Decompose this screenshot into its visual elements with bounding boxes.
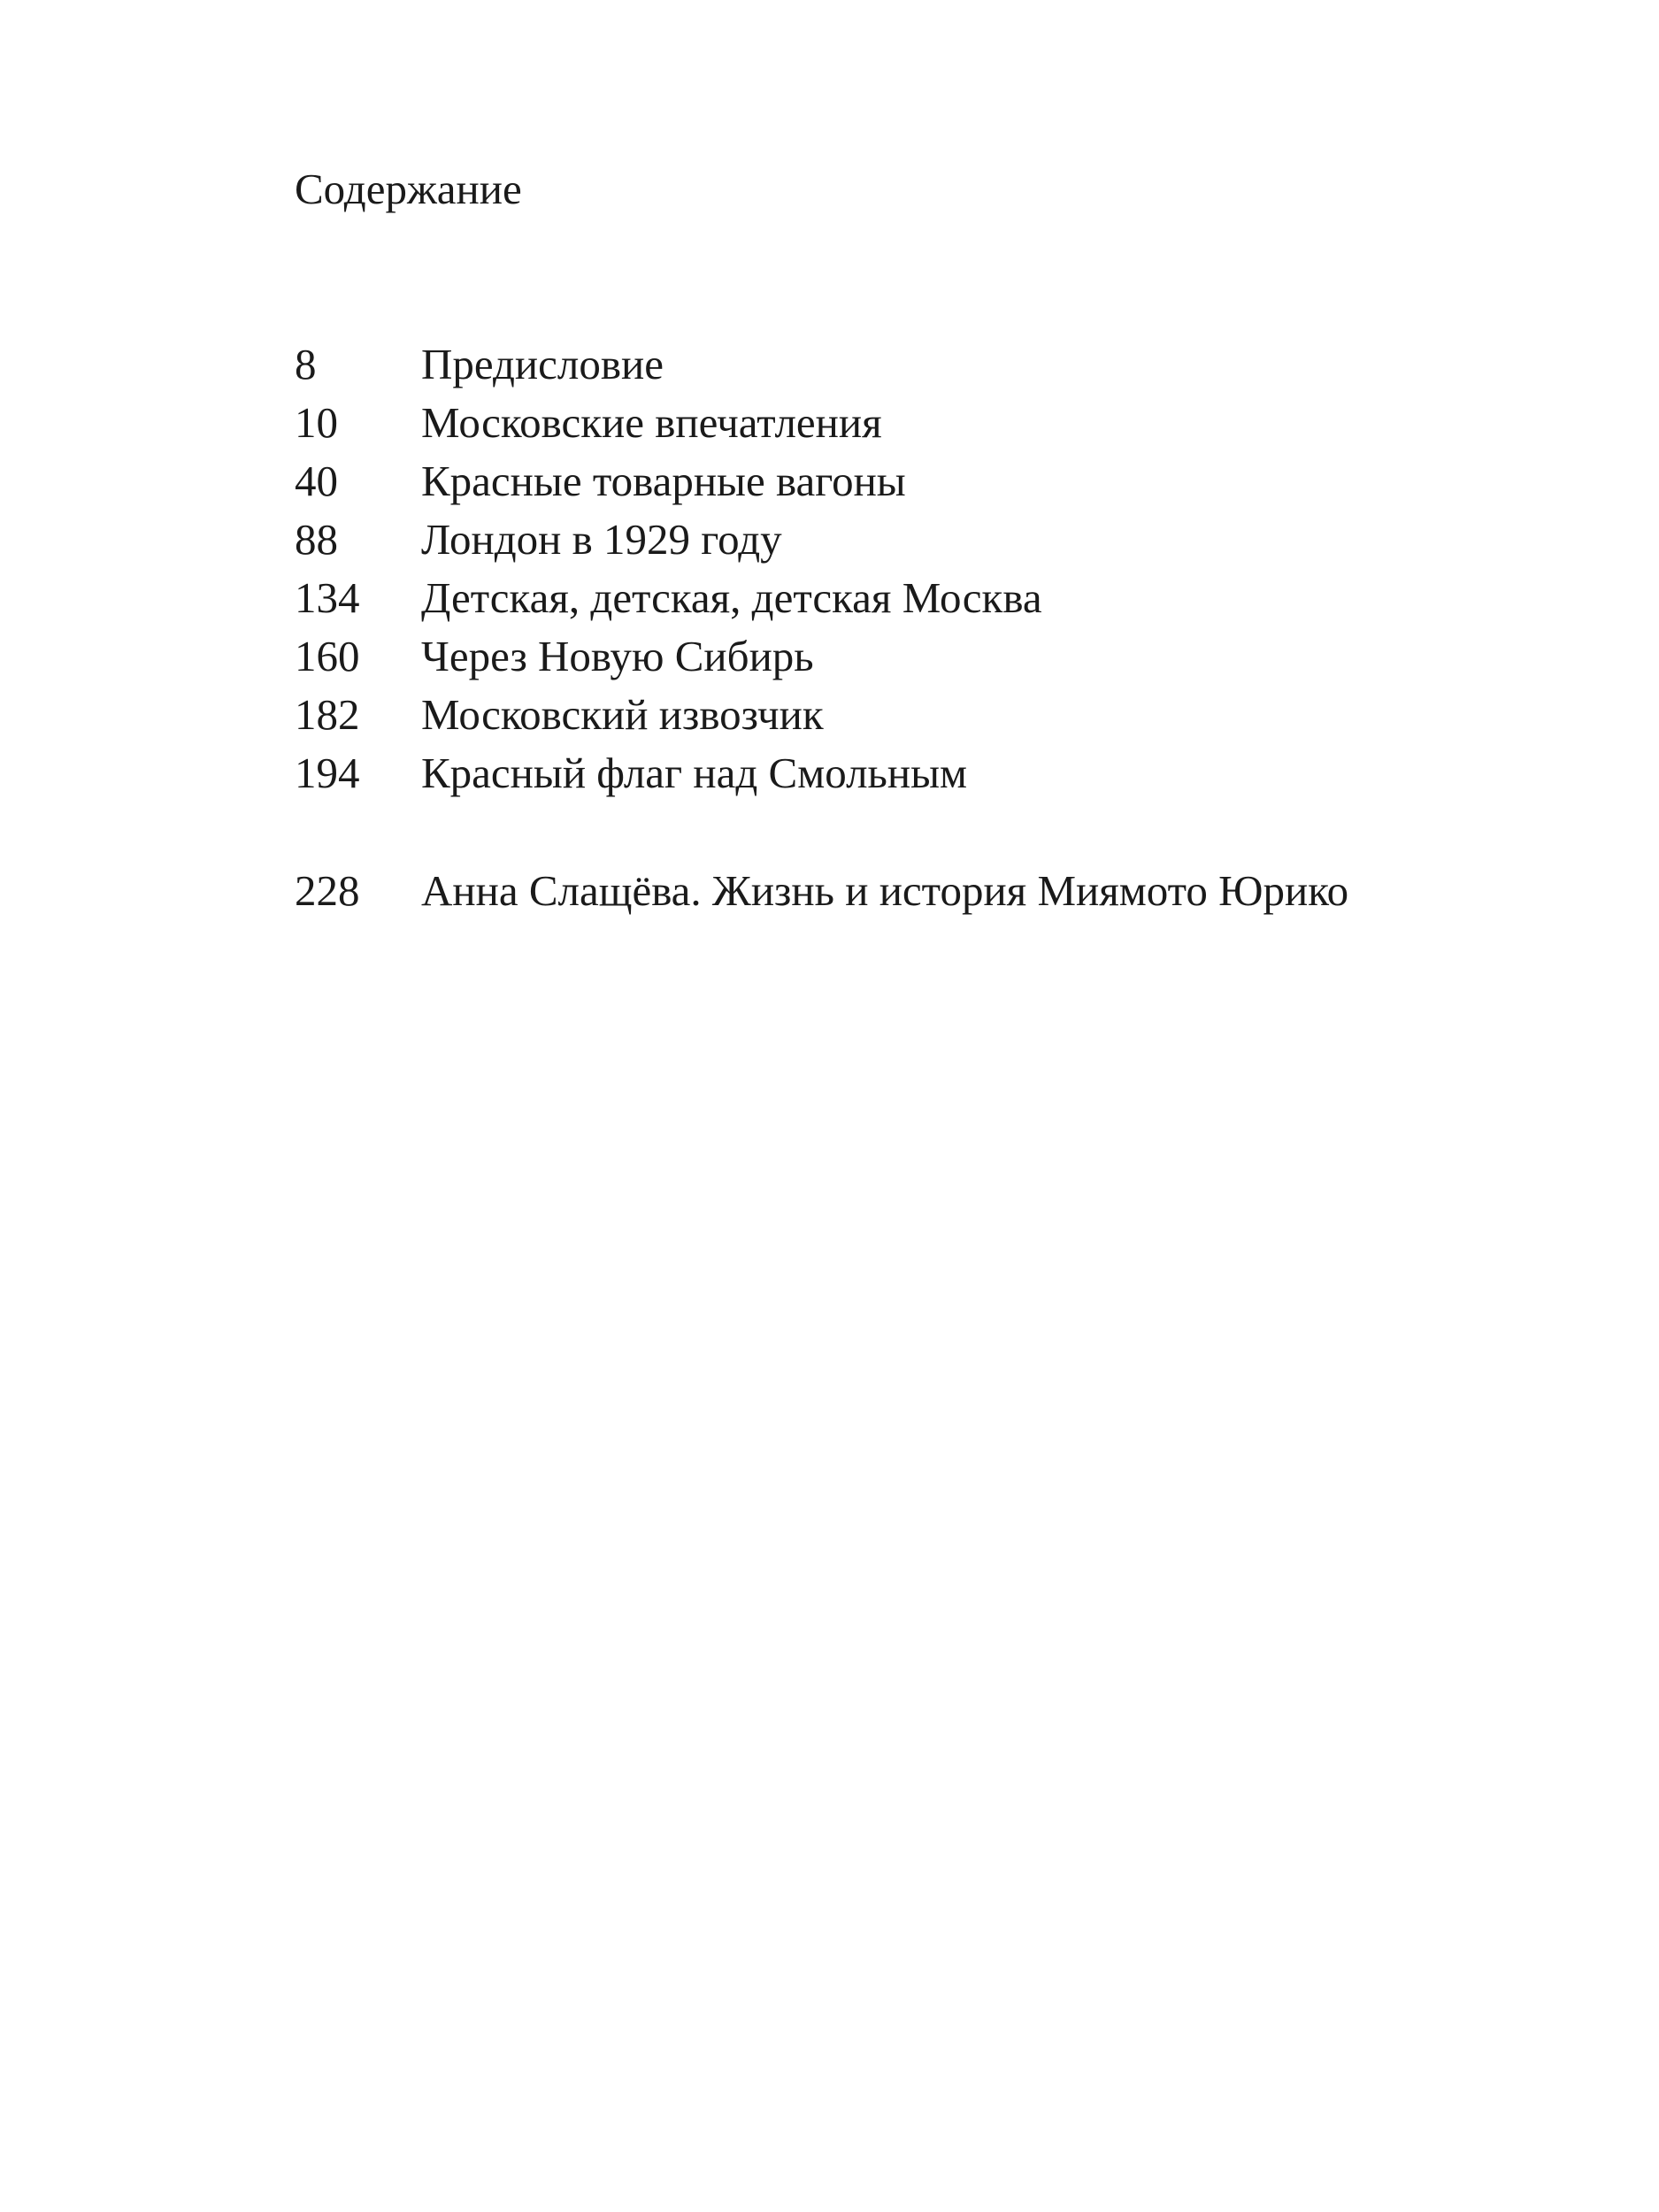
toc-page-number: 88 <box>295 514 338 564</box>
toc-page-number: 40 <box>295 456 338 505</box>
section-spacer <box>295 802 1533 861</box>
toc-entry-title: Предисловие <box>421 339 664 388</box>
toc-page-number: 182 <box>295 689 360 739</box>
table-of-contents <box>295 334 1533 919</box>
toc-page-number: 194 <box>295 748 360 797</box>
toc-entry[interactable] <box>295 510 1533 568</box>
toc-page-number: 228 <box>295 865 360 915</box>
toc-entry-title: Московский извозчик <box>421 689 824 739</box>
toc-entry-title: Московские впечатления <box>421 397 882 447</box>
toc-entry[interactable] <box>295 451 1533 510</box>
toc-entry-title: Анна Слащёва. Жизнь и история Миямото Юрико <box>421 865 1349 915</box>
toc-appendix-entry[interactable] <box>295 861 1533 919</box>
page-title: Содержание <box>295 165 522 213</box>
toc-entry[interactable] <box>295 334 1533 393</box>
toc-entry[interactable] <box>295 626 1533 685</box>
toc-entry-title: Лондон в 1929 году <box>421 514 782 564</box>
toc-entry[interactable] <box>295 568 1533 626</box>
toc-entry[interactable] <box>295 743 1533 802</box>
toc-entry-title: Красный флаг над Смольным <box>421 748 968 797</box>
toc-entry-title: Красные товарные вагоны <box>421 456 906 505</box>
toc-page-number: 10 <box>295 397 338 447</box>
toc-page-number: 134 <box>295 572 360 622</box>
toc-page-number: 160 <box>295 631 360 680</box>
toc-entry-title: Через Новую Сибирь <box>421 631 814 680</box>
toc-entry-title: Детская, детская, детская Москва <box>421 572 1042 622</box>
toc-page-number: 8 <box>295 339 317 388</box>
toc-entry[interactable] <box>295 393 1533 451</box>
toc-entry[interactable] <box>295 685 1533 743</box>
